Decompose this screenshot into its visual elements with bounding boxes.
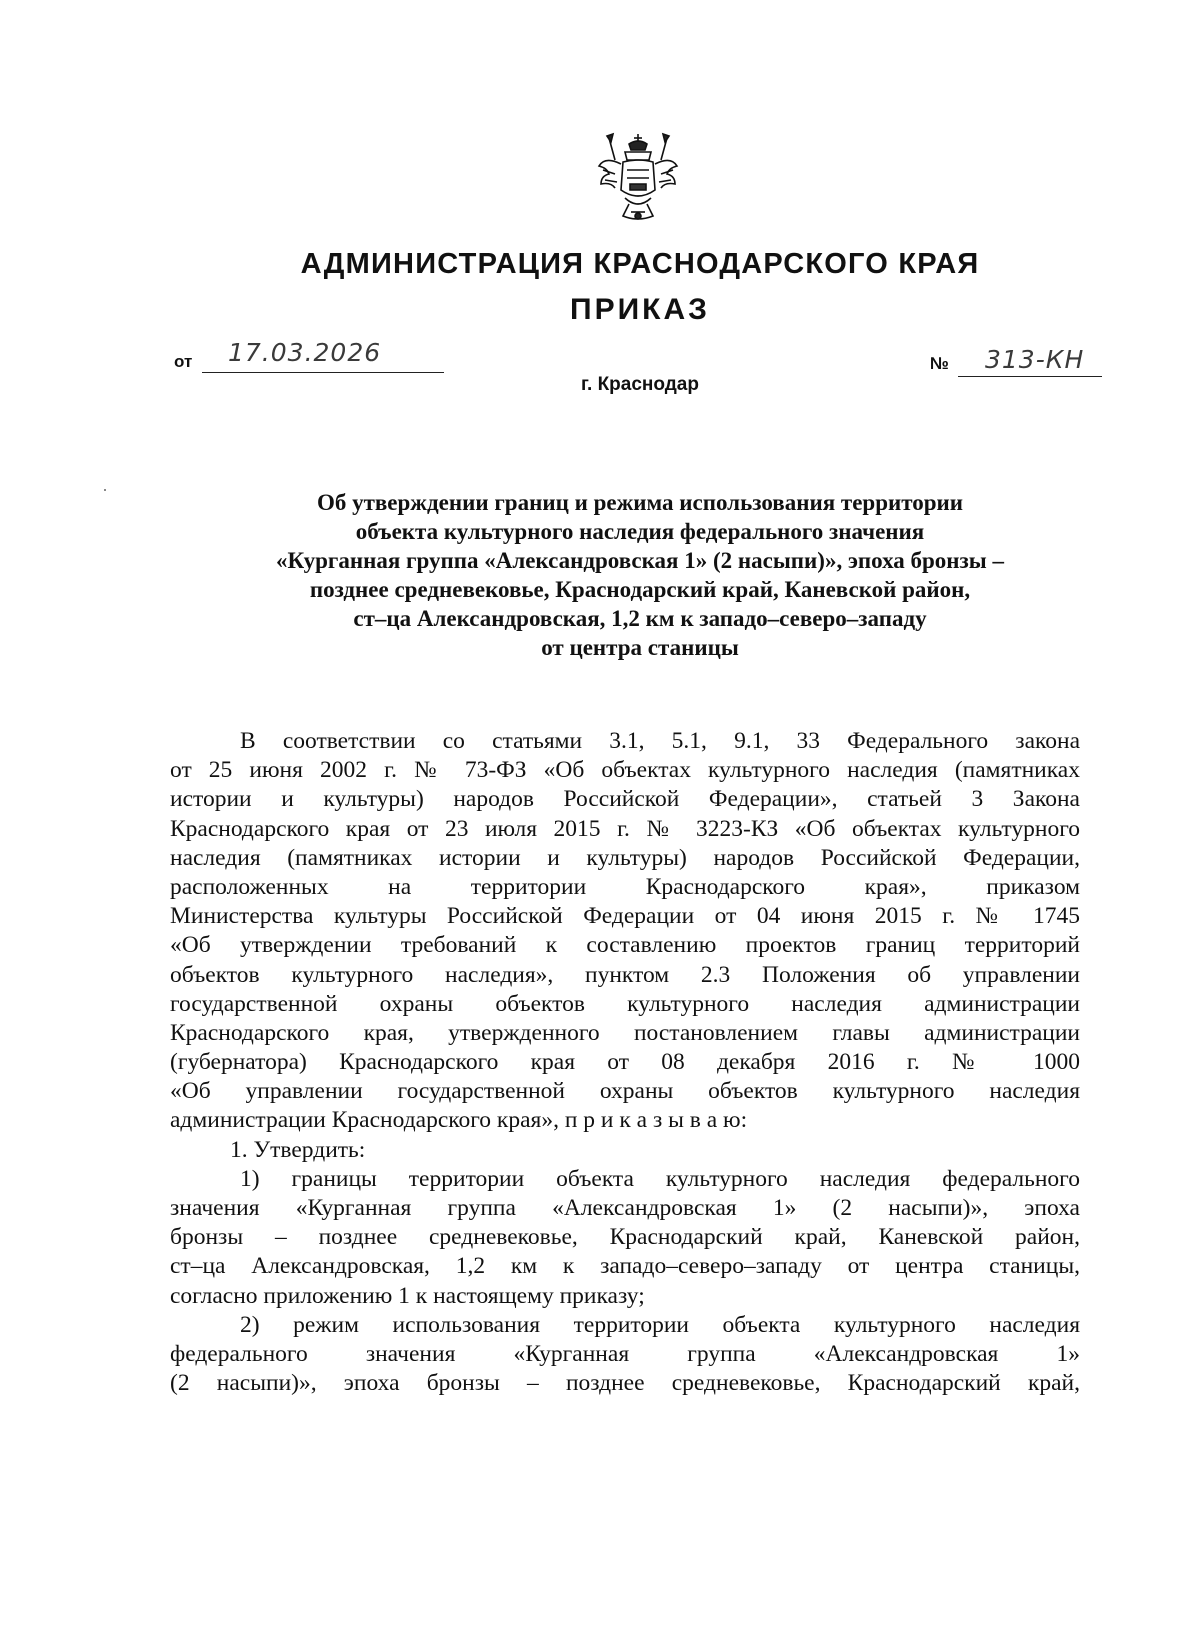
title-line: «Курганная группа «Александровская 1» (2 насыпи)», эпоха бронзы –: [275, 548, 1005, 573]
body-line: 2) режим использования территории объекта культурного наследия: [240, 1311, 1080, 1338]
organization-name: АДМИНИСТРАЦИЯ КРАСНОДАРСКОГО КРАЯ: [300, 248, 980, 280]
scan-speck: [104, 489, 106, 491]
body-line: объектов культурного наследия», пунктом 2.3 Положения об управлении: [170, 961, 1080, 988]
order-title: [170, 488, 1110, 662]
body-line: Краснодарского края, утвержденного постановлением главы администрации: [170, 1019, 1080, 1046]
body-line: от 25 июня 2002 г. № 73-ФЗ «Об объектах культурного наследия (памятниках: [170, 757, 1080, 784]
handwritten-date: 17.03.2026: [228, 338, 382, 367]
document-type: ПРИКАЗ: [570, 293, 710, 326]
body-line: В соответствии со статьями 3.1, 5.1, 9.1, 33 Федерального закона: [240, 728, 1080, 754]
body-line: значения «Курганная группа «Александровская 1» (2 насыпи)», эпоха: [170, 1195, 1080, 1221]
body-line: Министерства культуры Российской Федерации от 04 июня 2015 г. № 1745: [170, 903, 1080, 930]
coat-of-arms-emblem: [595, 130, 681, 226]
body-line: федерального значения «Курганная группа «Александровская 1»: [170, 1340, 1080, 1367]
body-line: истории и культуры) народов Российской Федерации», статьей 3 Закона: [170, 786, 1080, 813]
title-line: позднее средневековье, Краснодарский край, Каневской район,: [309, 577, 971, 602]
title-line: объекта культурного наследия федерального значения: [355, 519, 925, 544]
order-body: [170, 727, 1080, 1398]
body-line: (губернатора) Краснодарского края от 08 декабря 2016 г. № 1000: [170, 1049, 1080, 1076]
body-line: «Об управлении государственной охраны объектов культурного наследия: [170, 1078, 1080, 1105]
handwritten-number: 313-КН: [985, 345, 1085, 374]
body-line: «Об утверждении требований к составлению проектов границ территорий: [170, 932, 1080, 959]
title-line: от центра станицы: [541, 635, 739, 660]
number-label: №: [930, 354, 949, 373]
body-line: (2 насыпи)», эпоха бронзы – позднее средневековье, Краснодарский край,: [170, 1370, 1080, 1397]
body-line: расположенных на территории Краснодарского края», приказом: [170, 873, 1080, 900]
body-line: 1) границы территории объекта культурного наследия федерального: [240, 1165, 1080, 1192]
date-underline: [202, 372, 444, 373]
city-name: г. Краснодар: [581, 374, 699, 395]
body-line: администрации Краснодарского края», п р и к а з ы в а ю:: [170, 1107, 748, 1134]
date-label: от: [174, 352, 193, 371]
title-line: ст–ца Александровская, 1,2 км к западо–северо–западу: [353, 606, 927, 631]
body-line: согласно приложению 1 к настоящему приказу;: [170, 1282, 645, 1309]
body-line: наследия (памятниках истории и культуры) народов Российской Федерации,: [170, 844, 1080, 871]
body-line: 1. Утвердить:: [230, 1136, 366, 1163]
body-line: ст–ца Александровская, 1,2 км к западо–северо–западу от центра станицы,: [170, 1253, 1080, 1280]
body-line: Краснодарского края от 23 июля 2015 г. № 3223-КЗ «Об объектах культурного: [170, 815, 1080, 842]
body-line: государственной охраны объектов культурного наследия администрации: [170, 990, 1080, 1017]
body-line: бронзы – позднее средневековье, Краснодарский край, Каневской район,: [170, 1224, 1080, 1251]
title-line: Об утверждении границ и режима использования территории: [316, 490, 964, 515]
